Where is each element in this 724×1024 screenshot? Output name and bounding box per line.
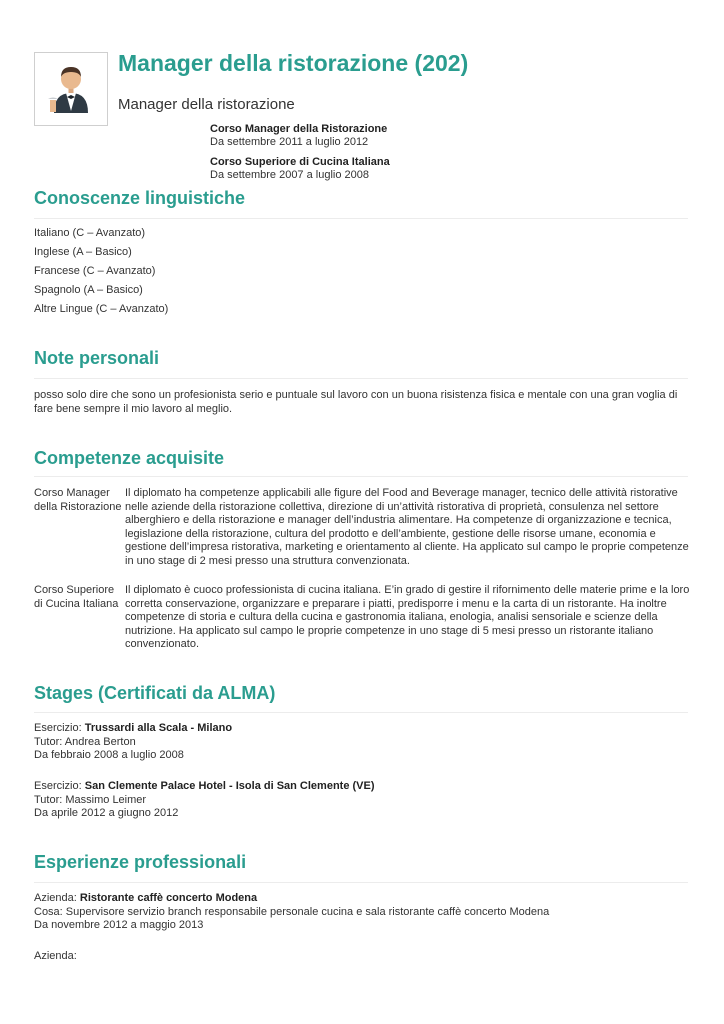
avatar — [34, 52, 108, 126]
stage-name: San Clemente Palace Hotel - Isola di San Clemente (VE) — [84, 780, 375, 792]
page-subtitle: Manager della ristorazione — [118, 96, 295, 113]
experience-dates: Da novembre 2012 a maggio 2013 — [34, 919, 204, 931]
section-divider — [34, 712, 688, 713]
skill-description: Il diplomato è cuoco professionista di cucina italiana. E’in grado di gestire il rifornimento delle materie prime e la loro corretta conservazione, organizzare e preparare i piatti, predisporre i menu e la carta di un ristorante. Ha inoltre competenze di storia e cultura della cucina e gastronomia italiana, enologia, analisi sensoriale e scienze della nutrizione. Ha applicato sul campo le proprie competenze in uno stage di 5 mesi presso un ristorante italiano convenzionato. — [125, 584, 690, 650]
course-dates: Da settembre 2011 a luglio 2012 — [210, 136, 369, 148]
experience-entry — [34, 892, 549, 933]
section-divider — [34, 378, 688, 379]
language-item: Spagnolo (A – Basico) — [34, 284, 143, 296]
skill-label: Corso Superiore di Cucina Italiana — [34, 584, 119, 610]
stage-prefix: Esercizio: — [34, 780, 85, 792]
language-item: Altre Lingue (C – Avanzato) — [34, 303, 169, 315]
course-dates: Da settembre 2007 a luglio 2008 — [210, 169, 369, 181]
experience-prefix: Azienda: — [34, 950, 77, 962]
section-title-skills: Competenze acquisite — [34, 448, 225, 468]
page-title: Manager della ristorazione (202) — [118, 50, 469, 76]
language-item: Inglese (A – Basico) — [34, 246, 132, 258]
course-name: Corso Manager della Ristorazione — [210, 123, 388, 135]
experience-company: Ristorante caffè concerto Modena — [79, 892, 258, 904]
stage-tutor: Tutor: Andrea Berton — [34, 735, 136, 748]
course-entry — [210, 123, 387, 149]
section-title-stages: Stages (Certificati da ALMA) — [34, 683, 276, 703]
section-title-languages: Conoscenze linguistiche — [34, 188, 246, 208]
course-name: Corso Superiore di Cucina Italiana — [210, 156, 390, 168]
stage-dates: Da febbraio 2008 a luglio 2008 — [34, 749, 184, 761]
section-divider — [34, 476, 688, 477]
experience-prefix: Azienda: — [34, 892, 80, 904]
section-divider — [34, 218, 688, 219]
stage-entry — [34, 780, 375, 821]
experience-role: Cosa: Supervisore servizio branch responsabile personale cucina e sala ristorante caffè concerto Modena — [34, 905, 550, 918]
language-item: Francese (C – Avanzato) — [34, 265, 156, 277]
stage-entry — [34, 722, 232, 763]
stage-dates: Da aprile 2012 a giugno 2012 — [34, 807, 179, 819]
experience-entry — [34, 950, 77, 964]
section-divider — [34, 882, 688, 883]
stage-prefix: Esercizio: — [34, 722, 85, 734]
section-title-notes: Note personali — [34, 348, 160, 368]
waiter-icon — [35, 53, 107, 125]
section-title-experience: Esperienze professionali — [34, 852, 247, 872]
notes-text: posso solo dire che sono un profesionista serio e puntuale sul lavoro con un buona risistenza fisica e mentale con una gran voglia di fare bene sempre il mio lavoro al meglio. — [34, 389, 678, 415]
language-item: Italiano (C – Avanzato) — [34, 227, 146, 239]
course-entry — [210, 156, 390, 182]
stage-tutor: Tutor: Massimo Leimer — [34, 793, 147, 806]
skill-description: Il diplomato ha competenze applicabili alle figure del Food and Beverage manager, tecnico delle attività ristorative nelle aziende della ristorazione collettiva, direzione di un’attività ristorativa di proprietà, consulenza nel settore alberghiero e della ristorazione e manager dell’industria alimentare. Ha competenze di organizzazione e tecnica, legislazione della ristorazione, cultura del prodotto e dell’ambiente, gestione delle risorse umane, economia e gestione dell’impresa ristorativa, marketing e orientamento al cliente. Ha applicato sul campo le proprie competenze in uno stage di 2 mesi presso una struttura convenzionata. — [125, 487, 689, 567]
skill-label: Corso Manager della Ristorazione — [34, 487, 122, 513]
stage-name: Trussardi alla Scala - Milano — [84, 722, 233, 734]
